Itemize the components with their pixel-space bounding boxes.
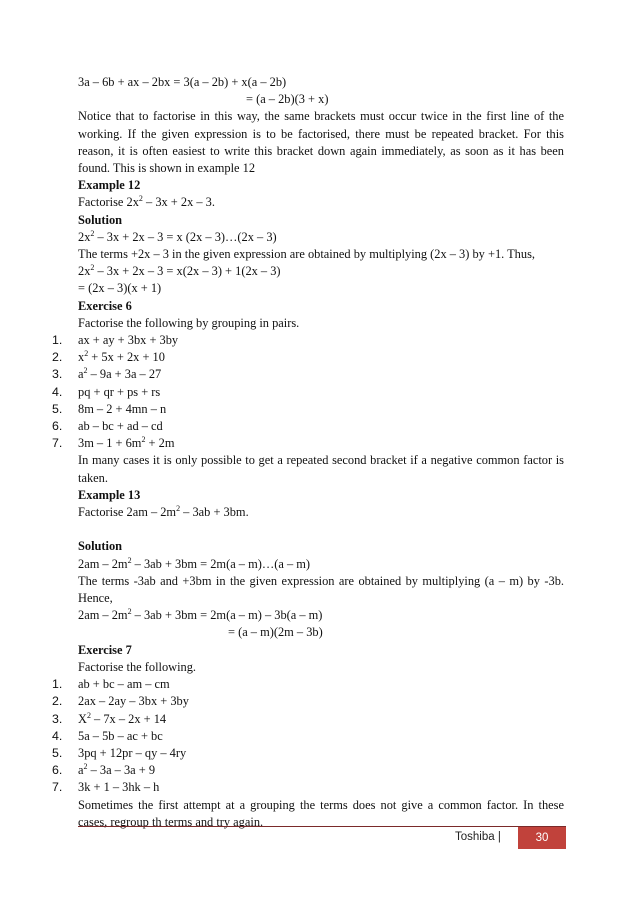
solution-line: The terms +2x – 3 in the given expression are obtained by multiplying (2x – 3) by +1. Thus, <box>78 247 535 262</box>
page-content <box>52 74 564 831</box>
notice-paragraph: Notice that to factorise in this way, the same brackets must occur twice in the first line of the working. If the given expression is to be factorised, there must be repeated bracket. For this reason, it is often easiest to write this bracket down again immediately, as soon as it has been found. This is shown in example 12 <box>78 109 564 176</box>
footer-divider <box>78 826 566 827</box>
page-number: 30 <box>535 832 549 844</box>
example-12-solution-heading: Solution <box>78 212 123 227</box>
solution-line: = (a – m)(2m – 3b) <box>228 625 323 640</box>
example-12-task: Factorise $2x^2 - 3x + 2x - 3$. <box>78 194 215 210</box>
footer-brand: Toshiba | <box>455 831 501 843</box>
equation-line: 3a – 6b + ax – 2bx = 3(a – 2b) + x(a – 2b) <box>78 75 287 89</box>
list-item: 6. $a^2 - 3a - 3a + 9$ <box>52 762 156 778</box>
solution-line: $2x^2 - 3x + 2x - 3 = x(2x - 3) + 1(2x - 3)$ <box>78 263 281 279</box>
list-item: 4. pq + qr + ps + rs <box>52 384 161 399</box>
intro-paragraph: In many cases it is only possible to get a repeated second bracket if a negative common factor is taken. <box>78 453 564 485</box>
example-13-solution-heading: Solution <box>78 539 123 554</box>
list-item: 7. 3k + 1 – 3hk – h <box>52 780 160 795</box>
list-item: 4. 5a – 5b – ac + bc <box>52 728 163 743</box>
solution-line: The terms -3ab and +3bm in the given expression are obtained by multiplying (a – m) by -3b. Hence, <box>78 573 564 606</box>
solution-line: = (2x – 3)(x + 1) <box>78 281 162 296</box>
list-item: 6. ab – bc + ad – cd <box>52 419 163 434</box>
list-item: 2. 2ax – 2ay – 3bx + 3by <box>52 694 189 709</box>
example-12-heading: Example 12 <box>78 178 141 193</box>
list-item: 5. 8m – 2 + 4mn – n <box>52 401 167 416</box>
list-item: 3. $a^2 - 9a + 3a - 27$ <box>52 366 162 382</box>
exercise-7-instruction: Factorise the following. <box>78 659 197 674</box>
list-item: 5. 3pq + 12pr – qy – 4ry <box>52 745 187 760</box>
equation-line: = (a – 2b)(3 + x) <box>246 92 329 107</box>
spacer <box>78 521 564 538</box>
exercise-6-heading: Exercise 6 <box>78 298 132 313</box>
solution-line: $2x^2 - 3x + 2x - 3 = x$ (2x – 3)…(2x – 3) <box>78 228 277 244</box>
list-item: 3. $X^2 - 7x - 2x + 14$ <box>52 710 167 726</box>
example-13-task: Factorise $2am - 2m^2 - 3ab + 3bm$. <box>78 504 249 520</box>
list-item: 1. ax + ay + 3bx + 3by <box>52 333 179 348</box>
exercise-6-instruction: Factorise the following by grouping in pairs. <box>78 315 300 330</box>
solution-line: $2am - 2m^2 - 3ab + 3bm = 2m(a$ – m)…(a – m) <box>78 555 311 571</box>
list-item: 1. ab + bc – am – cm <box>52 677 170 692</box>
solution-line: $2am - 2m^2 - 3ab + 3bm = 2m(a - m) - 3b(a - m)$ <box>78 607 323 623</box>
list-item: 7. $3m - 1 + 6m^2 + 2m$ <box>52 435 175 451</box>
example-13-heading: Example 13 <box>78 487 141 502</box>
page-number-badge <box>518 827 566 849</box>
list-item: 2. $x^2 + 5x + 2x + 10$ <box>52 349 165 365</box>
exercise-7-heading: Exercise 7 <box>78 642 132 657</box>
final-paragraph: Sometimes the first attempt at a grouping the terms does not give a common factor. In these cases, regroup th terms and try again. <box>78 797 564 829</box>
